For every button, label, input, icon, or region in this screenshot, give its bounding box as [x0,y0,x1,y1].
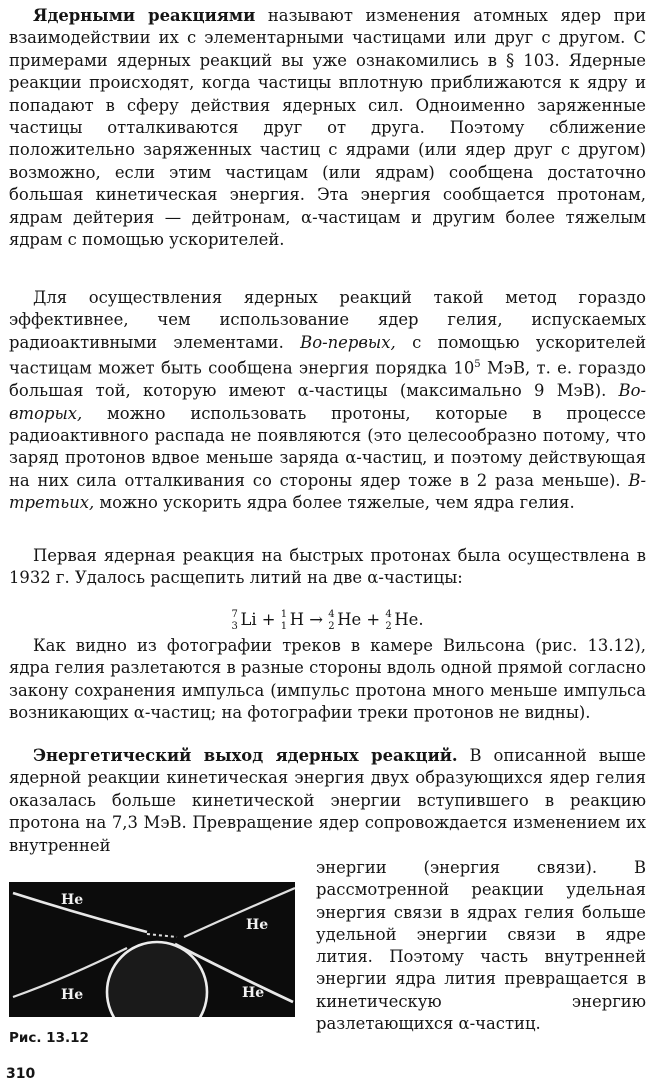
arrow-symbol: → [304,610,329,629]
figure-caption: Рис. 13.12 [9,1030,89,1046]
track-label: He [61,987,84,1003]
element-symbol: He [337,610,362,629]
mass-number: 1 [280,608,288,620]
paragraph-text: называют изменения атомных ядер при взаимодействии их с элементарными частицами или друг с другом. С примерами ядерных реакций вы уже ознакомились в § 103. Ядерные реакции происходят, когда частицы вплотную приближаются к ядру и попадают в сферу действия ядерных сил. Одноименно заряженные частицы отталкиваются друг от друга. Поэтому сближение положительно заряженных частиц с ядрами (или ядер друг с другом) возможно, если этим частицам (или ядрам) сообщена достаточно большая кинетическая энергия. Эта энергия сообщается протонам, ядрам дейтерия — дейтронам, α-частицам и другим более тяжелым ядрам с помощью ускорителей. [9,6,646,250]
reaction-equation [0,609,655,632]
track-label: He [246,917,269,933]
element-symbol: Li [240,610,257,629]
paragraph-cloud-chamber: Как видно из фотографии треков в камере Вильсона (рис. 13.12), ядра гелия разлетаются в разные стороны вдоль одной прямой согласно закону сохранения импульса (импульс протона много меньше импульса возникающих α-частиц; на фотографии треки протонов не видны). [9,636,646,723]
track-label: He [242,985,265,1001]
paragraph-text: МэВ, т. е. гораздо большая той, которую имеют α-частицы (максимально 9 МэВ). [9,358,646,401]
track-label: He [61,892,84,908]
paragraph-text: В описанной выше ядерной реакции кинетическая энергия двух образующихся ядер гелия оказалась больше кинетической энергии вступившего в реакцию протона на 7,3 МэВ. Превращение ядер сопровождается изменением их внутренней [9,746,646,855]
isotope-notation [385,610,393,632]
paragraph-accelerators [9,287,646,515]
mass-number: 7 [231,608,238,620]
element-symbol: H [289,610,305,629]
charge-number: 2 [385,620,392,632]
emphasis-thirdly: В-третьих, [9,470,646,513]
paragraph-text: можно ускорить ядра более тяжелые, чем ядра гелия. [94,493,575,513]
charge-number: 1 [280,620,288,632]
term-nuclear-reactions: Ядерными реакциями [33,6,256,25]
charge-number: 3 [231,620,238,632]
isotope-notation [231,610,239,632]
plus-sign: + [256,610,281,629]
plus-sign: + [361,610,386,629]
mass-number: 4 [328,608,335,620]
paragraph-text: с помощью ускорителей частицам может быть сообщена энергия порядка 10 [9,332,646,378]
period: . [418,610,424,629]
paragraph-nuclear-reactions [9,5,646,251]
mass-number: 4 [385,608,392,620]
emphasis-firstly: Во-первых, [300,332,396,352]
cloud-chamber-photo [9,882,295,1017]
charge-number: 2 [328,620,335,632]
paragraph-text: Для осуществления ядерных реакций такой метод гораздо эффективнее, чем использование ядер гелия, испускаемых радиоактивными элементами. [9,288,646,352]
paragraph-first-reaction: Первая ядерная реакция на быстрых протонах была осуществлена в 1932 г. Удалось расщепить литий на две α-частицы: [9,546,646,588]
paragraph-energy-yield-continued: энергии (энергия связи). В рассмотренной реакции удельная энергия связи в ядрах гелия больше удельной энергии связи в ядре лития. Поэтому часть внутренней энергии ядра лития превращается в кинетическую энергию разлетающихся α-частиц. [316,858,646,1034]
paragraph-energy-yield [9,745,646,857]
isotope-notation [328,610,336,632]
emphasis-secondly: Во-вторых, [9,381,646,423]
term-energy-yield: Энергетический выход ядерных реакций. [33,746,458,765]
paragraph-text: можно использовать протоны, которые в процессе радиоактивного распада не появляются (это целесообразно потому, что заряд протонов вдвое меньше заряда α-частиц, и поэтому действующая на них сила отталкивания со стороны ядер тоже в 2 раза меньше). [9,403,646,490]
exponent: 5 [474,359,481,371]
page-number: 310 [6,1066,36,1082]
isotope-notation [281,610,289,632]
element-symbol: He [394,610,419,629]
